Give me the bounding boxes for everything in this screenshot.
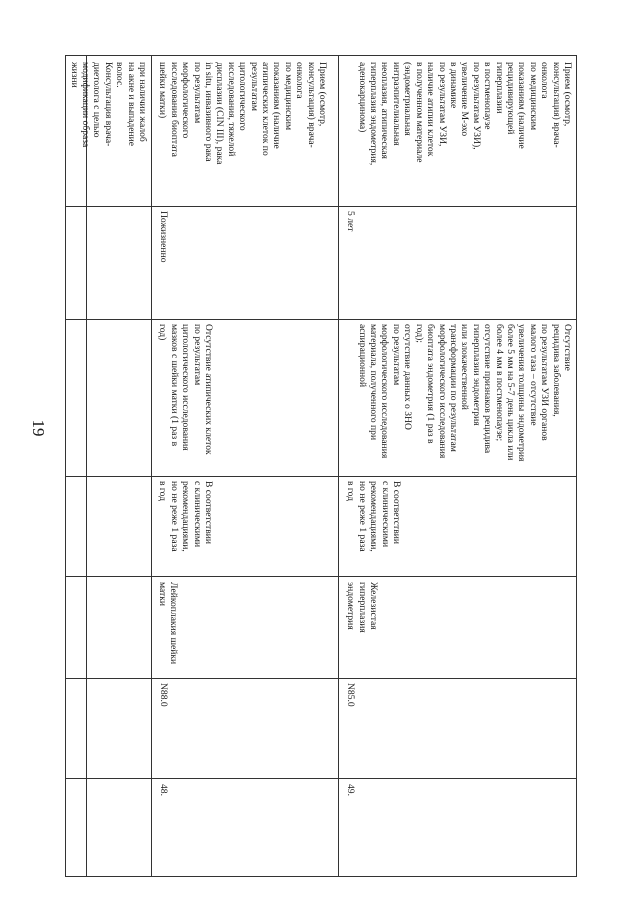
row48-diagnosis: Лейкоплакия шейки матки xyxy=(156,582,179,665)
col-divider xyxy=(66,576,576,577)
row48-number: 48. xyxy=(158,784,169,796)
row48-code: N88.0 xyxy=(158,683,169,707)
row49-duration: 5 лет xyxy=(345,211,356,232)
row49-code: N85.0 xyxy=(345,683,356,707)
page-number: 19 xyxy=(29,419,48,437)
row49-actions: Прием (осмотр, консультация) врача- онколога по медицинским показаниям (наличие рецидивирующей гиперплазии в постменопаузе по результатам УЗИ), увеличение М-эхо в динамике по результатам УЗИ, наличие атипии клеток в полученном материале (эндометриальная интраэпителиальная неоплазия, атипическая гиперплазия эндометрия, аденокарцинома) xyxy=(356,62,573,166)
row-divider xyxy=(151,56,152,876)
row-divider xyxy=(338,56,339,876)
guideline-table xyxy=(65,55,577,877)
row48-actions: Прием (осмотр, консультация) врача- онколога по медицинским показаниям (наличие атипических клеток по результатам цитологического исследования, тяжелой дисплазии (CIN III), рака in situ, инвазивного рака по результатам морфологического исследования биоптата шейки матки) xyxy=(157,62,328,165)
row48-duration: Пожизненно xyxy=(158,211,169,263)
row-divider xyxy=(86,56,87,876)
row49-diagnosis: Железистая гиперплазия эндометрия xyxy=(345,582,379,633)
row48-indicators: Отсутствие атипических клеток по результатам цитологического исследования мазков с шейки матки (1 раз в год) xyxy=(157,324,214,455)
row49-frequency: В соответствии с клиническими рекомендациями, но не реже 1 раза в год xyxy=(345,481,402,552)
col-divider xyxy=(66,678,576,679)
row49-number: 49. xyxy=(345,784,356,796)
col-divider xyxy=(66,778,576,779)
col-divider xyxy=(66,319,576,320)
col-divider xyxy=(66,476,576,477)
row48-frequency: В соответствии с клиническими рекомендациями, но не реже 1 раза в год xyxy=(157,481,214,552)
prev-row-actions: при наличии жалоб на акне и выпадение волос. Консультация врача- диетолога с целью модификации образа жизни xyxy=(68,62,148,148)
row49-indicators: Отсутствие рецидива заболевания, по результатам УЗИ органов малого таза – отсутствие увеличения толщины эндометрия более 5 мм на 5-7 день цикла или более 4 мм в постменопаузе; отсутствие признаков рецидива гиперплазии эндометрия или злокачественной трансформации по результатам морфологического исследования биоптата эндометрия (1 раз в год); отсутствие данных о ЗНО по результатам морфологического исследования материала, полученного при аспирационной xyxy=(356,324,573,462)
col-divider xyxy=(66,206,576,207)
